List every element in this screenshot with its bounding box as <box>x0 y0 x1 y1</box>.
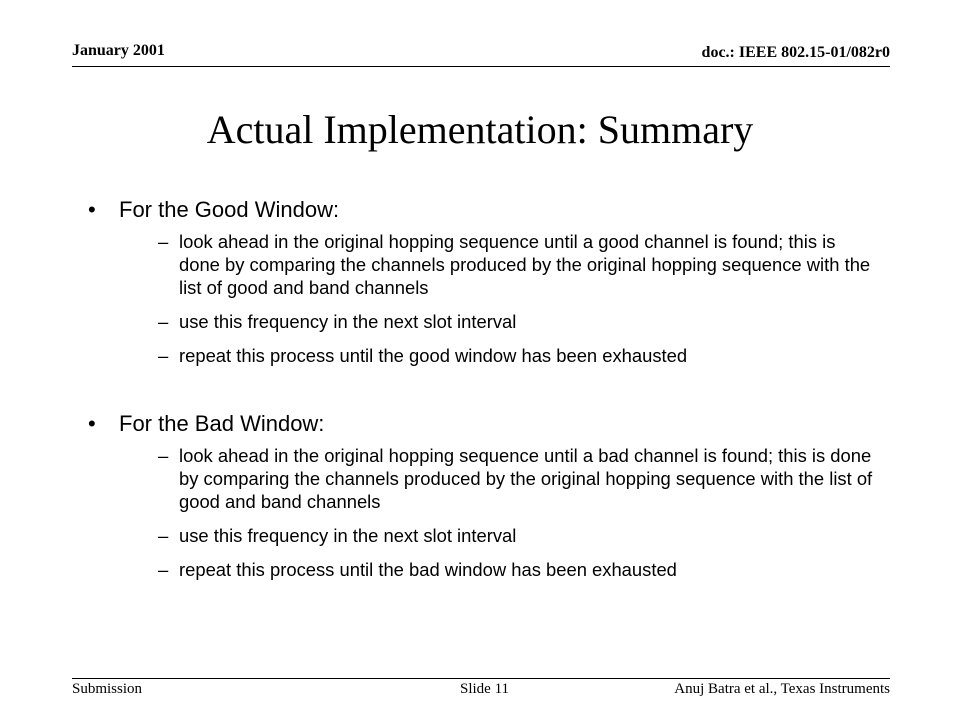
footer-authors: Anuj Batra et al., Texas Instruments <box>674 681 890 697</box>
footer-slide-number: Slide 11 <box>460 681 510 697</box>
sub-bullet-mark: – <box>158 345 169 366</box>
header-doc-id: doc.: IEEE 802.15-01/082r0 <box>701 44 890 61</box>
sub-bullet-mark: – <box>158 311 169 332</box>
sub-bullet-mark: – <box>158 525 169 546</box>
sub-bullet <box>158 444 878 513</box>
bullet-mark: • <box>88 197 96 222</box>
sub-bullet <box>158 524 878 547</box>
header-date: January 2001 <box>72 42 165 59</box>
sub-bullet-text: repeat this process until the good window has been exhausted <box>179 345 688 366</box>
sub-bullet-text: use this frequency in the next slot interval <box>179 311 517 332</box>
bullet-good-window <box>88 196 878 224</box>
header-rule <box>72 66 890 67</box>
bullet-bad-window <box>88 410 878 438</box>
sub-bullet <box>158 230 878 299</box>
sub-bullet-mark: – <box>158 231 169 252</box>
sub-bullet <box>158 344 878 367</box>
sub-bullet-mark: – <box>158 559 169 580</box>
bullet-mark: • <box>88 411 96 436</box>
bullet-text: For the Bad Window: <box>119 411 325 436</box>
sub-bullet-text: look ahead in the original hopping sequence until a good channel is found; this is done by comparing the channels produced by the original hopping sequence with the list of good and band channels <box>179 231 871 298</box>
footer-submission: Submission <box>72 681 143 697</box>
slide-content <box>88 196 878 592</box>
sub-bullet-mark: – <box>158 445 169 466</box>
sub-bullet-text: look ahead in the original hopping sequence until a bad channel is found; this is done by comparing the channels produced by the original hopping sequence with the list of good and band channels <box>179 445 873 512</box>
sub-bullet-text: repeat this process until the bad window has been exhausted <box>179 559 677 580</box>
sub-bullet <box>158 310 878 333</box>
sub-bullet-text: use this frequency in the next slot interval <box>179 525 517 546</box>
footer-rule <box>72 678 890 679</box>
section-spacer <box>88 378 878 410</box>
sub-bullet <box>158 558 878 581</box>
slide-title: Actual Implementation: Summary <box>206 107 754 152</box>
bullet-text: For the Good Window: <box>119 197 340 222</box>
